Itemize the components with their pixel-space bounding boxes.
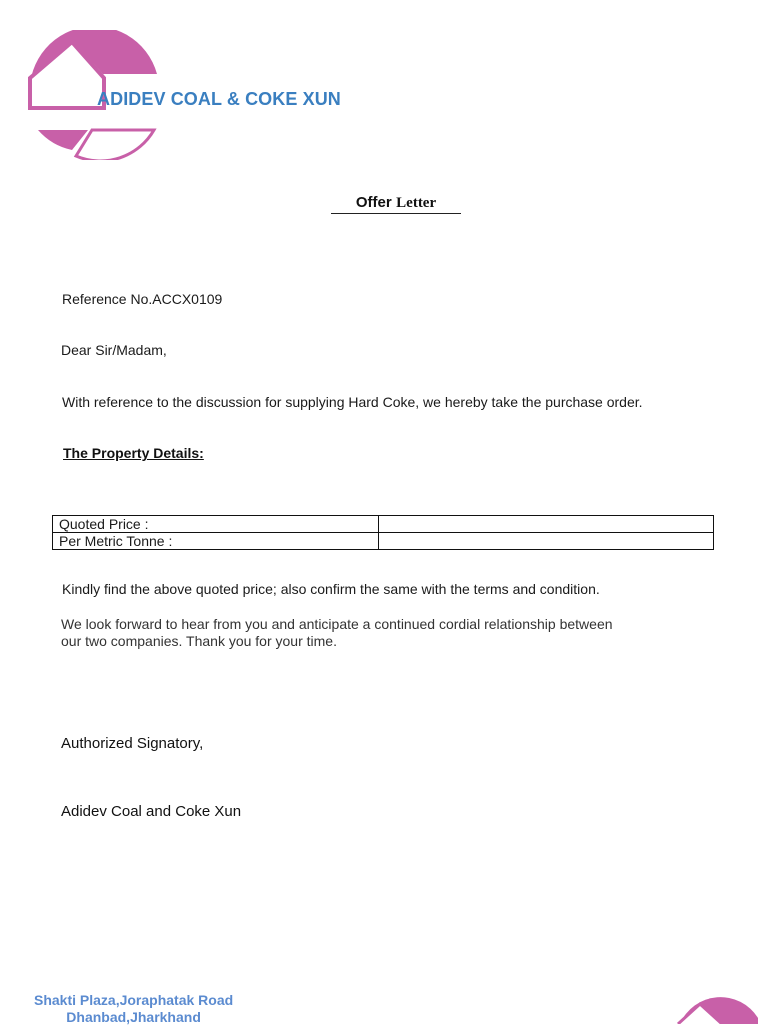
confirm-paragraph: Kindly find the above quoted price; also confirm the same with the terms and condition. — [62, 581, 600, 597]
signatory-label: Authorized Signatory, — [61, 735, 204, 752]
address-line-2: Dhanbad,Jharkhand — [66, 1009, 201, 1025]
table-row — [53, 533, 714, 550]
signatory-company: Adidev Coal and Coke Xun — [61, 803, 242, 820]
table-cell-value — [379, 533, 714, 550]
title-word-letter: Letter — [396, 195, 437, 211]
document-title — [331, 194, 461, 214]
company-name: ADIDEV COAL & COKE XUN — [97, 89, 341, 109]
price-table — [52, 515, 714, 550]
reference-number: Reference No.ACCX0109 — [62, 291, 223, 307]
salutation: Dear Sir/Madam, — [61, 342, 167, 358]
table-cell-label: Quoted Price : — [53, 516, 379, 533]
footer-address — [34, 992, 233, 1026]
reference-paragraph: With reference to the discussion for supplying Hard Coke, we hereby take the purchase order. — [62, 394, 643, 410]
closing-line-1: We look forward to hear from you and anticipate a continued cordial relationship between — [61, 616, 613, 632]
closing-line-2: our two companies. Thank you for your time. — [61, 633, 337, 649]
closing-paragraph — [61, 616, 613, 650]
table-cell-label: Per Metric Tonne : — [53, 533, 379, 550]
title-word-offer: Offer — [355, 194, 392, 211]
table-cell-value — [379, 516, 714, 533]
table-row — [53, 516, 714, 533]
section-heading: The Property Details: — [63, 445, 204, 461]
footer-logo — [674, 996, 768, 1024]
address-line-1: Shakti Plaza,Joraphatak Road — [34, 992, 234, 1008]
